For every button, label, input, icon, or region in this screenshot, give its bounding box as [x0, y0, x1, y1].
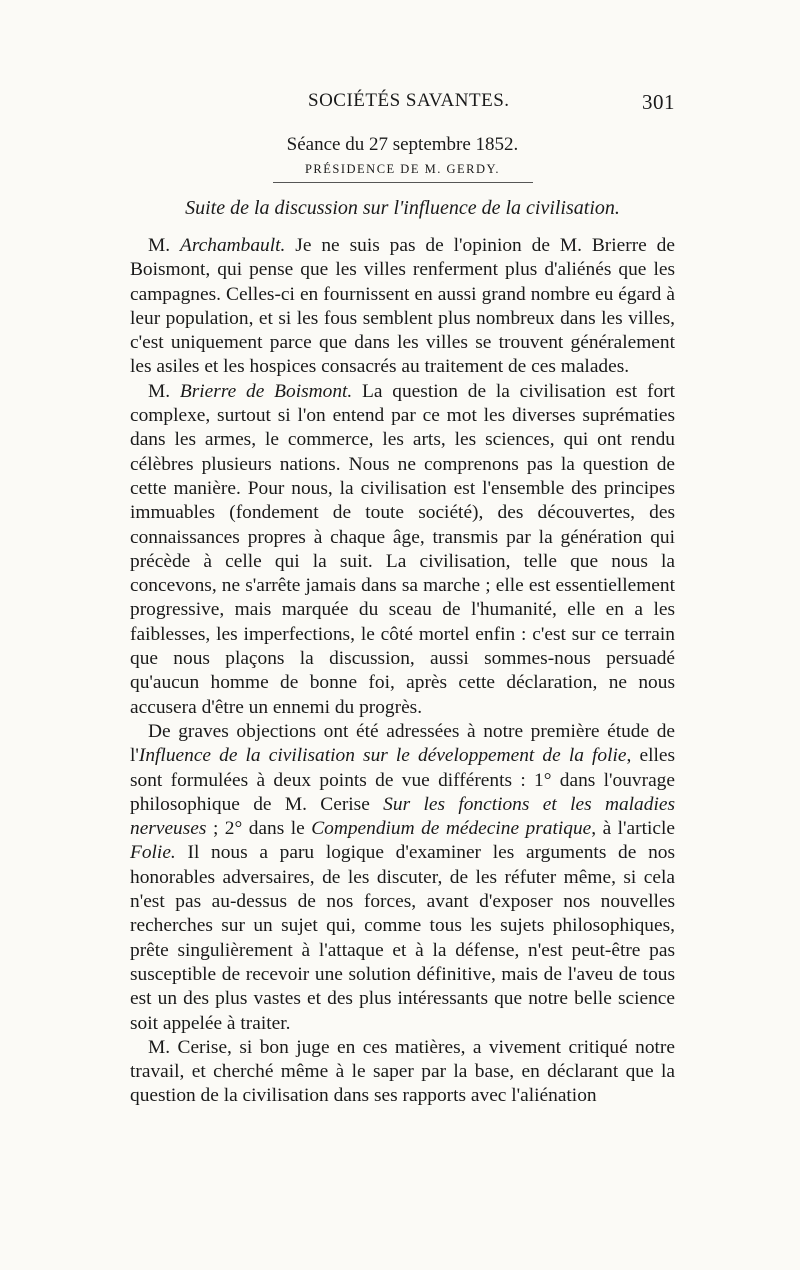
speaker-prefix: M. — [148, 380, 180, 402]
body-text — [130, 234, 675, 1109]
paragraph-text: Je ne suis pas de l'opinion de M. Brierre de Boismont, qui pense que les villes renferment plus d'aliénés que les campagnes. Celles-ci en fournissent en aussi grand nombre eu égard à leur population, et si les fous semblent plus nombreux dans les villes, c'est uniquement parce que dans les villes se trouvent généralement les asiles et les hospices consacrés au traitement de ces malades. — [130, 235, 675, 378]
paragraph-text: M. Cerise, si bon juge en ces matières, a vivement critiqué notre travail, et cherché même à le saper par la base, en déclarant que la question de la civilisation dans ses rapports avec l'aliénation — [130, 1036, 675, 1107]
running-title: SOCIÉTÉS SAVANTES. — [308, 90, 510, 111]
speaker-name: Brierre de Boismont. — [179, 380, 353, 402]
session-heading: Séance du 27 septembre 1852. — [286, 134, 519, 155]
text-run: Il nous a paru logique d'examiner les arguments de nos honorables adversaires, de les discuter, de les réfuter même, si cela n'est pas au-dessus de nos forces, avant d'exposer nos nouvelles recherches sur un sujet qui, comme tous les sujets philosophiques, prête singulièrement à l'attaque et à la défense, n'est peut-être pas susceptible de recevoir une solution définitive, mais de l'aveu de tous est un des plus vastes et des plus intéressants que notre belle science soit appelée à traiter. — [130, 842, 675, 1034]
text-run: De graves objections ont été adressées à notre première étude de l' — [130, 720, 675, 767]
page-header — [130, 90, 675, 120]
page — [130, 90, 675, 1109]
paragraph-brierre — [130, 380, 675, 720]
paragraph-objections — [130, 720, 675, 1036]
presidency-line: PRÉSIDENCE DE M. GERDY. — [304, 162, 501, 176]
text-run: , à l'article — [591, 818, 675, 840]
speaker-prefix: M. — [148, 235, 180, 256]
italic-title: Compendium de médecine pratique — [311, 818, 592, 840]
italic-title: Influence de la civilisation sur le développement de la folie — [138, 745, 627, 767]
text-run: , elles sont formulées à deux points de vue différents : 1° dans l'ouvrage philosophique de M. Cerise — [130, 745, 675, 815]
paragraph-cerise — [130, 1036, 675, 1109]
speaker-name: Archambault. — [180, 235, 286, 256]
section-subtitle: Suite de la discussion sur l'influence de la civilisation. — [185, 197, 620, 219]
text-run: ; 2° dans le — [206, 818, 312, 840]
divider-rule — [273, 182, 533, 183]
italic-title: Sur les fonctions et les maladies nerveuses — [130, 793, 675, 840]
paragraph-text: La question de la civilisation est fort complexe, surtout si l'on entend par ce mot les diverses suprématies dans les armes, le commerce, les arts, les sciences, qui ont rendu célèbres plusieurs nations. Nous ne comprenons pas la question de cette manière. Pour nous, la civilisation est l'ensemble des principes immuables (fondement de toute société), des découvertes, des connaissances propres à chaque âge, transmis par la génération qui précède à celle qui la suit. La civilisation, telle que nous la concevons, ne s'arrête jamais dans sa marche ; elle est essentiellement progressive, mais marquée du sceau de l'humanité, elle en a les faiblesses, les imperfections, le côté mortel enfin : c'est sur ce terrain que nous plaçons la discussion, aussi sommes-nous persuadé qu'aucun homme de bonne foi, après cette déclaration, ne nous accusera d'être un ennemi du progrès. — [130, 380, 675, 718]
paragraph-archambault — [130, 234, 675, 380]
italic-title: Folie. — [130, 842, 176, 864]
page-number: 301 — [642, 90, 675, 114]
